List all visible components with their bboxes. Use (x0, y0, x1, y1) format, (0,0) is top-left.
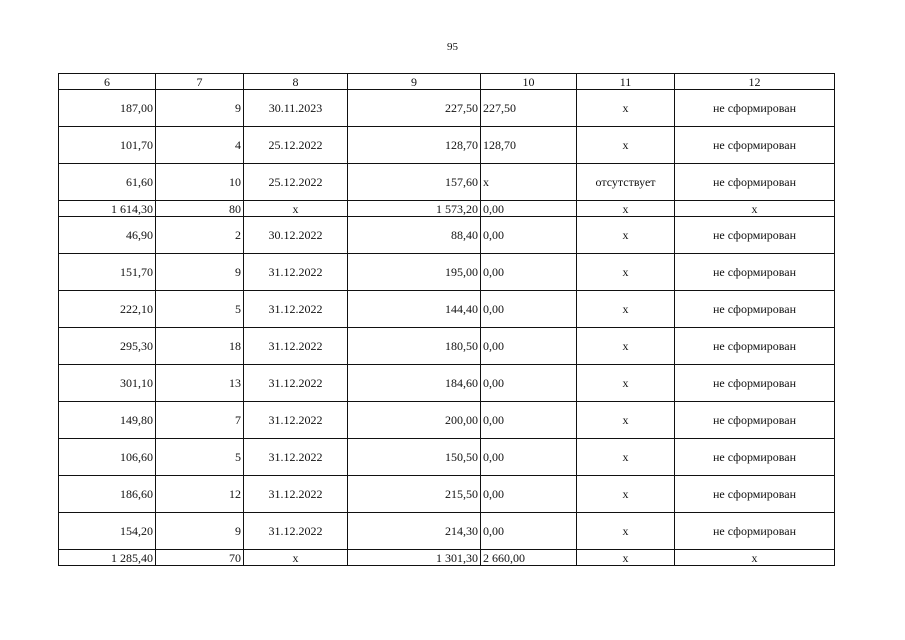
table-cell: 30.12.2022 (244, 217, 348, 254)
table-cell: 61,60 (59, 164, 156, 201)
table-cell: 31.12.2022 (244, 513, 348, 550)
table-cell: не сформирован (675, 127, 835, 164)
table-cell: 0,00 (481, 476, 577, 513)
table-cell: 4 (156, 127, 244, 164)
table-cell: 7 (156, 402, 244, 439)
table-cell: 2 660,00 (481, 550, 577, 566)
table-cell: 1 614,30 (59, 201, 156, 217)
table-cell: 30.11.2023 (244, 90, 348, 127)
table-cell: 13 (156, 365, 244, 402)
table-body (59, 90, 835, 566)
table-row (59, 90, 835, 127)
table-cell: x (577, 127, 675, 164)
page-number: 95 (447, 41, 458, 53)
data-table (58, 73, 835, 566)
table-cell: x (244, 550, 348, 566)
table-cell: 1 573,20 (348, 201, 481, 217)
table-cell: 5 (156, 439, 244, 476)
table-cell: x (577, 90, 675, 127)
table-cell: x (577, 365, 675, 402)
table-cell: 0,00 (481, 439, 577, 476)
column-header: 9 (348, 74, 481, 90)
table-cell: не сформирован (675, 291, 835, 328)
table-cell: не сформирован (675, 439, 835, 476)
table-cell: не сформирован (675, 513, 835, 550)
table-row (59, 365, 835, 402)
table-cell: 128,70 (481, 127, 577, 164)
table-cell: x (675, 550, 835, 566)
table-cell: 180,50 (348, 328, 481, 365)
table-cell: 31.12.2022 (244, 402, 348, 439)
table-cell: x (244, 201, 348, 217)
table-cell: 157,60 (348, 164, 481, 201)
table-cell: x (481, 164, 577, 201)
table-cell: не сформирован (675, 254, 835, 291)
table-cell: x (577, 513, 675, 550)
table-cell: 200,00 (348, 402, 481, 439)
table-cell: 12 (156, 476, 244, 513)
table-cell: 31.12.2022 (244, 254, 348, 291)
table-cell: 88,40 (348, 217, 481, 254)
table-cell: не сформирован (675, 328, 835, 365)
table-cell: 9 (156, 90, 244, 127)
table-cell: x (577, 291, 675, 328)
table-row (59, 402, 835, 439)
table-row (59, 439, 835, 476)
table-cell: x (577, 550, 675, 566)
table-cell: x (577, 402, 675, 439)
table-row (59, 217, 835, 254)
table-cell: отсутствует (577, 164, 675, 201)
table-cell: 31.12.2022 (244, 476, 348, 513)
column-header: 11 (577, 74, 675, 90)
table-cell: 18 (156, 328, 244, 365)
table-cell: x (577, 201, 675, 217)
column-header: 8 (244, 74, 348, 90)
table-cell: 187,00 (59, 90, 156, 127)
table-cell: 9 (156, 254, 244, 291)
table-cell: не сформирован (675, 164, 835, 201)
table-cell: 295,30 (59, 328, 156, 365)
column-header: 12 (675, 74, 835, 90)
table-cell: 9 (156, 513, 244, 550)
table-row (59, 513, 835, 550)
table-cell: 5 (156, 291, 244, 328)
table-cell: не сформирован (675, 476, 835, 513)
header-row (59, 74, 835, 90)
table-row (59, 328, 835, 365)
column-header: 7 (156, 74, 244, 90)
table-cell: 149,80 (59, 402, 156, 439)
table-cell: 128,70 (348, 127, 481, 164)
table-cell: 10 (156, 164, 244, 201)
table-cell: 1 301,30 (348, 550, 481, 566)
table-cell: 0,00 (481, 365, 577, 402)
table-cell: 80 (156, 201, 244, 217)
table-cell: не сформирован (675, 365, 835, 402)
table-cell: 227,50 (481, 90, 577, 127)
table-cell: 151,70 (59, 254, 156, 291)
table-cell: 101,70 (59, 127, 156, 164)
total-row (59, 550, 835, 566)
table-cell: 25.12.2022 (244, 164, 348, 201)
table-cell: не сформирован (675, 217, 835, 254)
table-cell: не сформирован (675, 402, 835, 439)
table-cell: 186,60 (59, 476, 156, 513)
table-cell: 25.12.2022 (244, 127, 348, 164)
table-cell: 195,00 (348, 254, 481, 291)
table-row (59, 476, 835, 513)
table-cell: 0,00 (481, 201, 577, 217)
table-cell: 0,00 (481, 217, 577, 254)
table-cell: 0,00 (481, 513, 577, 550)
table-cell: 2 (156, 217, 244, 254)
table-row (59, 291, 835, 328)
table-cell: 184,60 (348, 365, 481, 402)
table-cell: 0,00 (481, 328, 577, 365)
table-cell: 150,50 (348, 439, 481, 476)
column-header: 10 (481, 74, 577, 90)
table-cell: 215,50 (348, 476, 481, 513)
total-row (59, 201, 835, 217)
table-cell: 31.12.2022 (244, 291, 348, 328)
table-row (59, 164, 835, 201)
table-cell: 31.12.2022 (244, 328, 348, 365)
table-cell: 0,00 (481, 291, 577, 328)
table-row (59, 127, 835, 164)
table-cell: 227,50 (348, 90, 481, 127)
table-cell: x (675, 201, 835, 217)
column-header: 6 (59, 74, 156, 90)
table-cell: 31.12.2022 (244, 439, 348, 476)
table-cell: 301,10 (59, 365, 156, 402)
table-cell: не сформирован (675, 90, 835, 127)
table-cell: x (577, 254, 675, 291)
table-cell: 0,00 (481, 402, 577, 439)
table-cell: 106,60 (59, 439, 156, 476)
table-cell: 222,10 (59, 291, 156, 328)
table-cell: 0,00 (481, 254, 577, 291)
table-cell: x (577, 476, 675, 513)
table-cell: 31.12.2022 (244, 365, 348, 402)
table-cell: x (577, 328, 675, 365)
table-cell: x (577, 217, 675, 254)
table-cell: 70 (156, 550, 244, 566)
table-cell: 144,40 (348, 291, 481, 328)
table-cell: 46,90 (59, 217, 156, 254)
table-cell: 214,30 (348, 513, 481, 550)
table-cell: 154,20 (59, 513, 156, 550)
table-row (59, 254, 835, 291)
table-cell: 1 285,40 (59, 550, 156, 566)
table-cell: x (577, 439, 675, 476)
